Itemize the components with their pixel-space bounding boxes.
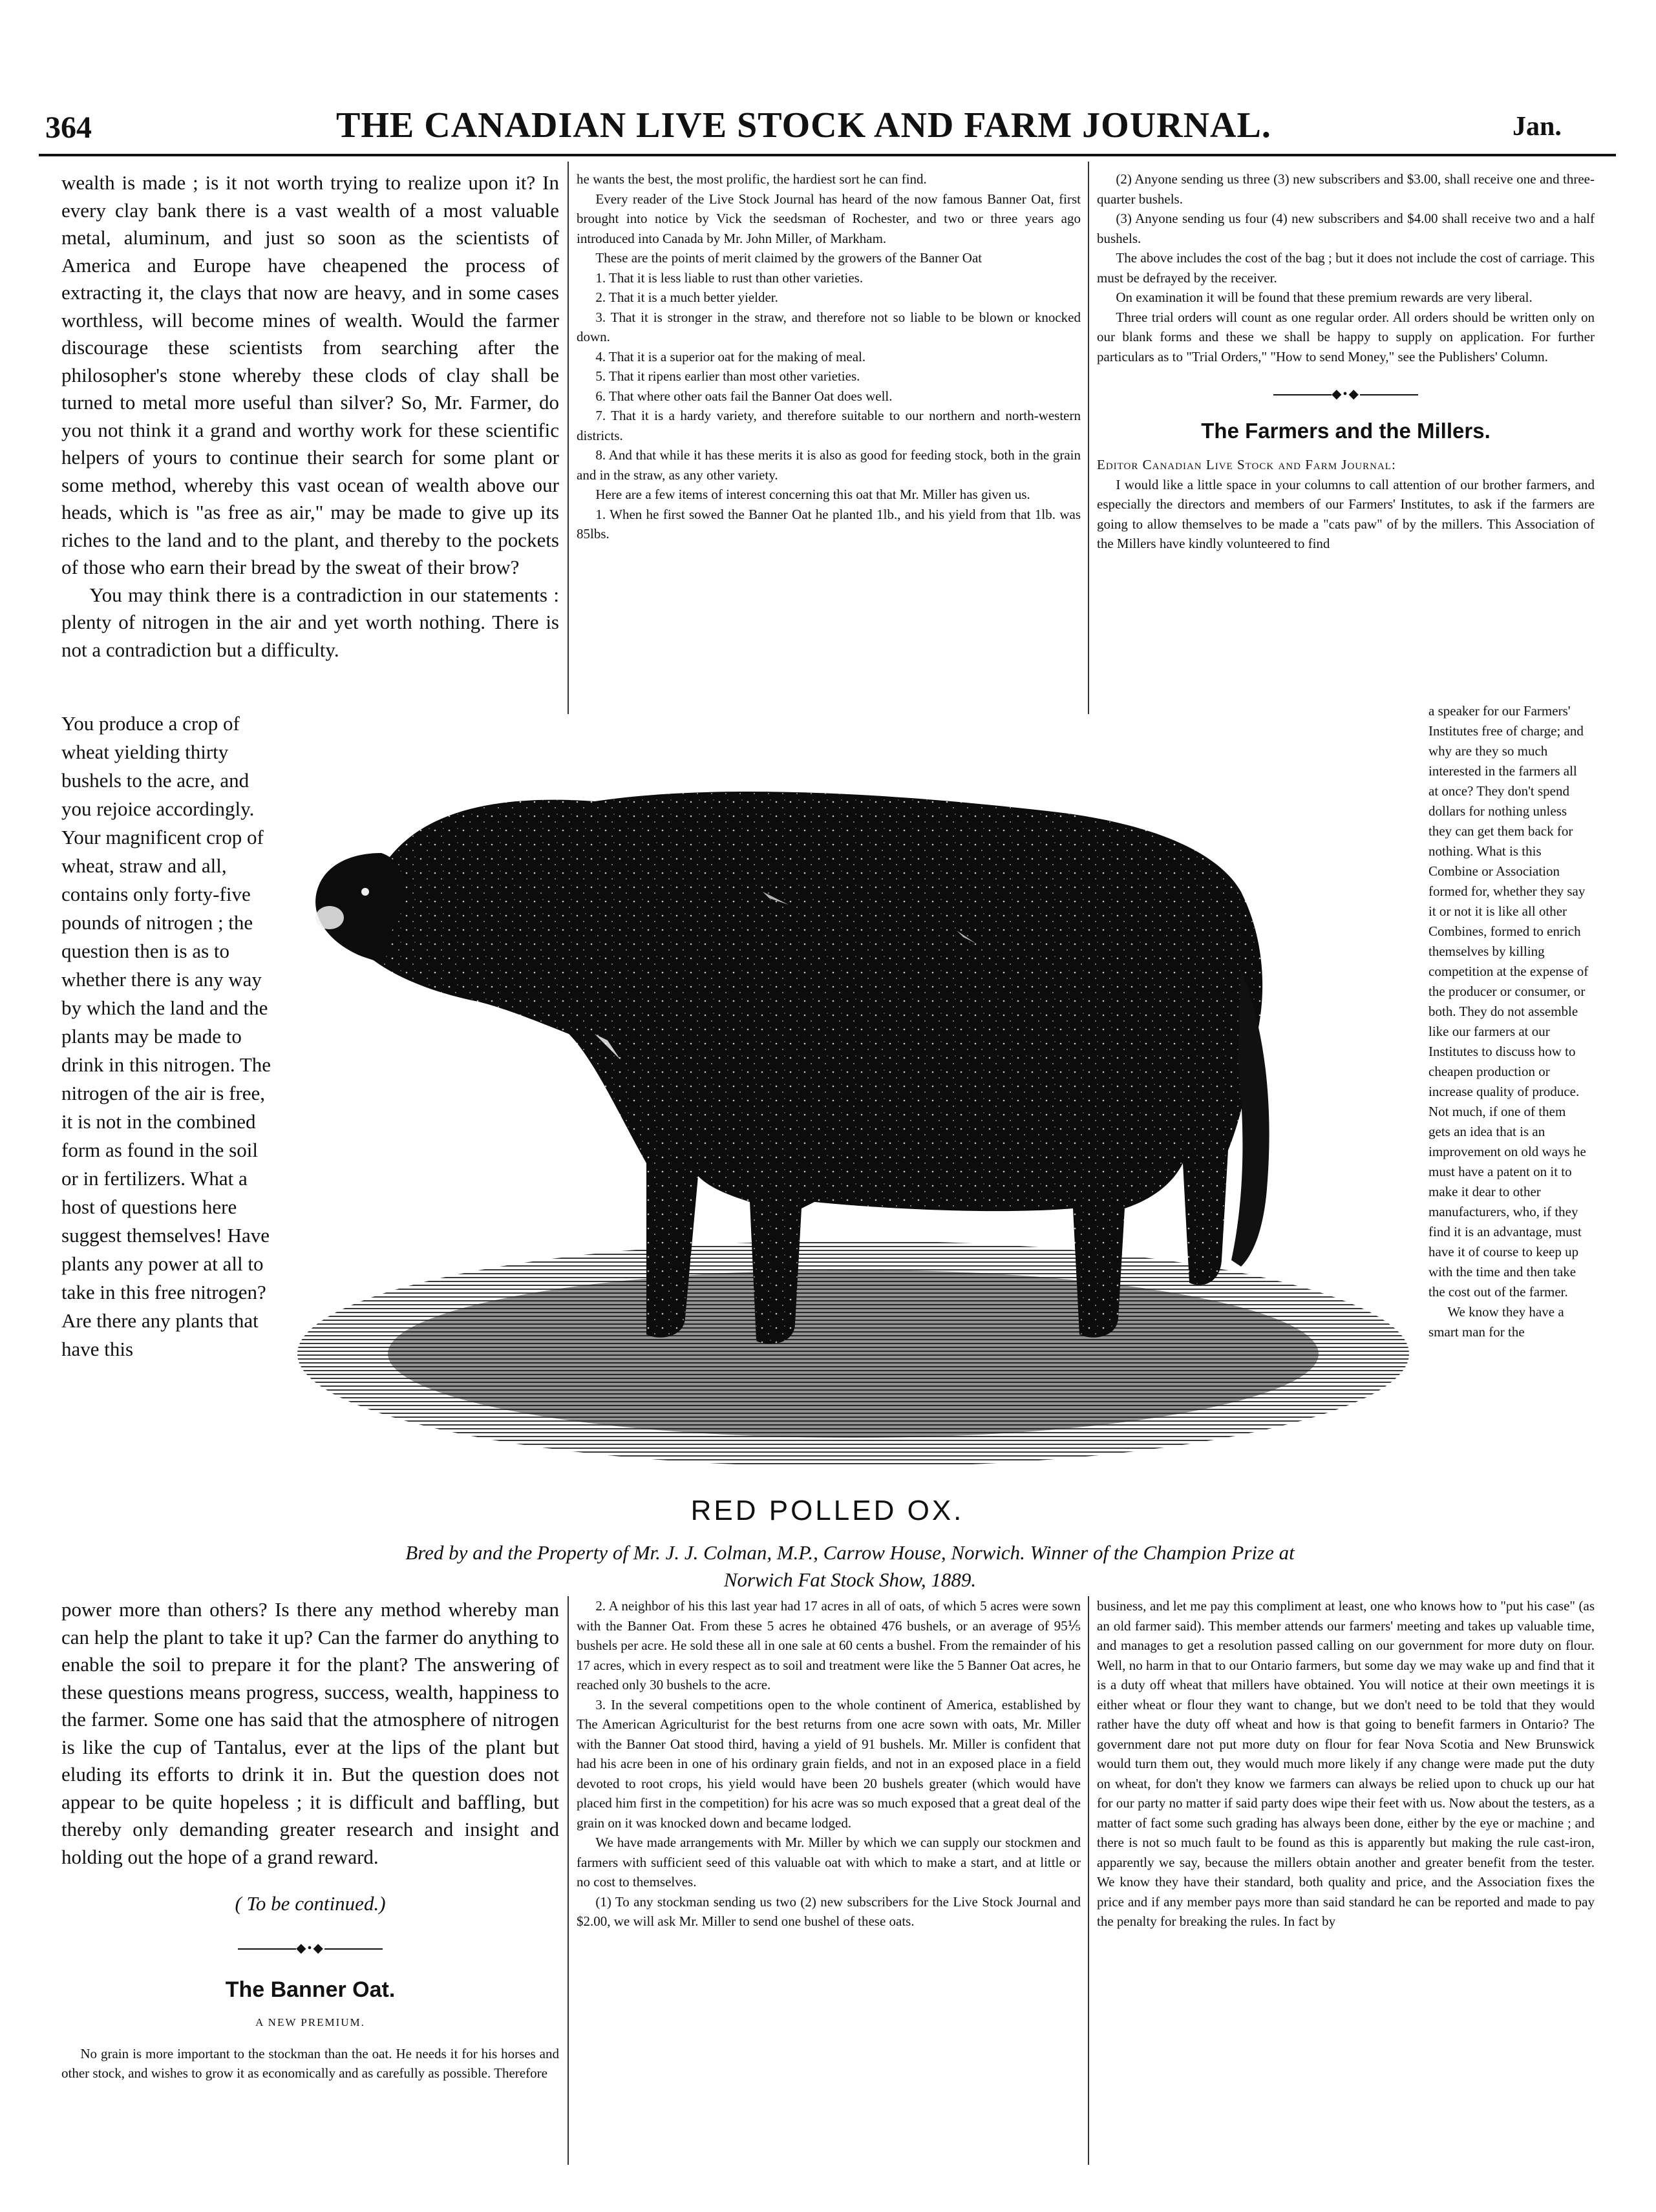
article-banner-oat-premiums: [1097, 169, 1595, 554]
merit-item: 8. And that while it has these merits it is also as good for feeding stock, both in the grain and in the straw, as any other variety.: [577, 447, 1081, 483]
header-rule: [39, 154, 1616, 156]
merit-item: 1. That it is less liable to rust than other varieties.: [595, 269, 864, 286]
merit-item: 2. That it is a much better yielder.: [595, 290, 778, 305]
ox-illustration: [233, 698, 1422, 1499]
paragraph: I would like a little space in your columns to call attention of our brother farmers, and especially the directors and members of our Farmers' Institutes, to ask if the farmers are going to allow themselves to be made a "cats paw" of by the millers. This Association of the Millers have kindly volunteered to find: [1097, 476, 1595, 551]
paragraph: You may think there is a contradiction in our statements : plenty of nitrogen in the air and yet worth nothing. There is not a contradiction but a difficulty.: [61, 583, 559, 661]
banner-oat-subheading: A NEW PREMIUM.: [255, 2016, 365, 2028]
merit-item: 3. That it is stronger in the straw, and therefore not so liable to be blown or knocked down.: [577, 309, 1081, 344]
paragraph: The above includes the cost of the bag ; but it does not include the cost of carriage. This must be defrayed by the receiver.: [1097, 250, 1595, 286]
article-nitrogen-continued: [61, 169, 559, 664]
paragraph: We have made arrangements with Mr. Miller by which we can supply our stockmen and farmers with sufficient seed of this valuable oat with which to make a start, and at little or no cost to themselves.: [577, 1835, 1081, 1890]
paragraph: (1) To any stockman sending us two (2) new subscribers for the Live Stock Journal and $2.00, we will ask Mr. Miller to send one bushel of these oats.: [577, 1893, 1081, 1929]
paragraph: (2) Anyone sending us three (3) new subscribers and $3.00, shall receive one and three-quarter bushels.: [1097, 171, 1595, 207]
column-rule: [568, 162, 569, 714]
paragraph: We know they have a smart man for the: [1428, 1304, 1564, 1340]
paragraph: a speaker for our Farmers' Institutes free of charge; and why are they so much interested in the farmers all at once? They don't spend dollars for nothing unless they can get them back for nothing. What is this Combine or Association formed for, whether they say it or not it is like all other Combines, formed to enrich themselves by killing competition at the expense of the producer or consumer, or both. They do not assemble like our farmers at our Institutes to discuss how to cheapen production or increase quality of produce. Not much, if one of them gets an idea that is an improvement on old ways he must have a patent on it to make it dear to other manufacturers, who, if they find it is an advantage, must have it of course to keep up with the time and then take the cost out of the farmer.: [1428, 703, 1589, 1300]
letter-salutation: Editor Canadian Live Stock and Farm Journal:: [1097, 457, 1396, 472]
paragraph: 3. In the several competitions open to the whole continent of America, established by The American Agriculturist for the best returns from one acre sown with oats, Mr. Miller with the Banner Oat stood third, having a yield of 91 bushels. Mr. Miller is confident that had his acre been in one of his ordinary grain fields, and not in an exposed place in a field devoted to root crops, his yield would have been 20 bushels greater (which would have placed him first in the competition) for his acre was so much exposed that a great deal of the grain on it was knocked down and became lodged.: [577, 1696, 1081, 1831]
figure-credit-line: Bred by and the Property of Mr. J. J. Colman, M.P., Carrow House, Norwich. Winner of the Champion Prize at: [405, 1541, 1295, 1564]
paragraph: 1. When he first sowed the Banner Oat he planted 1lb., and his yield from that 1lb. was 85lbs.: [577, 506, 1081, 542]
paragraph: These are the points of merit claimed by the growers of the Banner Oat: [595, 250, 982, 266]
wrap-text-right: [1428, 701, 1589, 1342]
paragraph: (3) Anyone sending us four (4) new subscribers and $4.00 shall receive two and a half bushels.: [1097, 211, 1595, 246]
paragraph: Three trial orders will count as one regular order. All orders should be written only on our blank forms and these we shall be happy to supply on application. For further particulars as to "Trial Orders," "How to send Money," see the Publishers' Column.: [1097, 309, 1595, 364]
to-be-continued: ( To be continued.): [235, 1892, 386, 1915]
merit-item: 7. That it is a hardy variety, and therefore suitable to our northern and north-western districts.: [577, 408, 1081, 443]
paragraph: No grain is more important to the stockman than the oat. He needs it for his horses and other stock, and wishes to grow it as economically and as carefully as possible. Therefore: [61, 2046, 559, 2081]
page-number: 364: [45, 111, 92, 145]
section-ornament: ◆•◆: [61, 1935, 559, 1963]
journal-title: THE CANADIAN LIVE STOCK AND FARM JOURNAL.: [336, 105, 1271, 145]
paragraph: 2. A neighbor of his this last year had 17 acres in all of oats, of which 5 acres were sown with the Banner Oat. From these 5 acres he obtained 476 bushels, or an average of 95⅕ bushels per acre. He sold these all in one sale at 60 cents a bushel. From the remainder of his 17 acres, which in every respect as to soil and treatment were like the 5 Banner Oat acres, he reached only 30 bushels to the acre.: [577, 1598, 1081, 1692]
paragraph: Every reader of the Live Stock Journal has heard of the now famous Banner Oat, first brought into notice by Vick the seedsman of Rochester, and two or three years ago introduced into Canada by Mr. John Miller, of Markham.: [577, 191, 1081, 246]
issue-month: Jan.: [1513, 112, 1562, 142]
article-nitrogen-end: [61, 1596, 559, 2083]
farmers-millers-heading: The Farmers and the Millers.: [1201, 418, 1491, 443]
paragraph: On examination it will be found that these premium rewards are very liberal.: [1116, 290, 1533, 305]
figure-caption: RED POLLED OX.: [690, 1495, 964, 1526]
article-banner-oat: [577, 169, 1081, 544]
merit-item: 4. That it is a superior oat for the making of meal.: [595, 348, 866, 364]
column-rule: [1088, 1596, 1089, 2165]
paragraph: business, and let me pay this compliment at least, one who knows how to "put his case" (as an old farmer said). This member attends our farmers' meeting and takes up valuable time, and manages to get a resolution passed calling on our government for more duty on flour. Well, no harm in that to our Ontario farmers, but some day we may wake up and find that it is a duty off wheat that millers have obtained. You will notice at their own meetings it is either wheat or flour they want to change, but we don't need to be told that they would rather have the duty off wheat and how is that going to benefit farmers in Ontario? The government dare not put more duty on flour for fear Nova Scotia and New Brunswick would turn them out, they would much more likely if any change were made put the duty on wheat, for don't they know we farmers can always be relied upon to chuck up our hat for our party no matter if said party does wipe their feet with us. Now about the testers, as a matter of fact some such grading has always been done, either by the eye or machine ; and there is not so much fault to be found as this is apparently but making the rule cast-iron, apparently we say, because the millers obtain another and greater benefit from the tester. We know they have their standard, both quality and price, and the Association fixes the price and if any member pays more than said standard he can be reported and made to pay the penalty for breaking the rules. In fact by: [1097, 1598, 1595, 1929]
paragraph: wealth is made ; is it not worth trying to realize upon it? In every clay bank there is a vast wealth of a most valuable metal, aluminum, and just so soon as the scientists of America and Europe have cheapened the process of extracting it, the clays that now are heavy, and in some cases worthless, will become mines of wealth. Would the farmer discourage these scientists from searching after the philosopher's stone whereby these clods of clay shall be turned to metal more useful than silver? So, Mr. Farmer, do you not think it a grand and worthy work for these scientific helpers of yours to continue their search for some plant or some method, whereby this vast ocean of wealth above our heads, which is "as free as air," may be made to give up its riches to the land and to the plant, and thereby to the pockets of those who earn their bread by the sweat of their brow?: [61, 171, 559, 578]
wrap-text-left: You produce a crop of wheat yielding thirty bushels to the acre, and you rejoice accordingly. Your magnificent crop of wheat, straw and all, contains only forty-five pounds of nitrogen ; the question then is as to whether there is any way by which the land and the plants may be made to drink in this nitrogen. The nitrogen of the air is free, it is not in the combined form as found in the soil or in fertilizers. What a host of questions here suggest themselves! Have plants any power at all to take in this free nitrogen? Are there any plants that have this: [61, 712, 271, 1360]
paragraph: power more than others? Is there any method whereby man can help the plant to take it up? Can the farmer do anything to enable the soil to prepare it for the plant? The answering of these questions means progress, success, wealth, happiness to the farmer. Some one has said that the atmosphere of nitrogen is like the cup of Tantalus, ever at the lips of the plant but eluding its efforts to drink it in. But the question does not appear to be quite hopeless ; it is difficult and baffling, but thereby only demanding greater research and insight and holding out the hope of a grand reward.: [61, 1598, 559, 1868]
column-rule: [1088, 162, 1089, 714]
figure-credit: [259, 1539, 1441, 1594]
paragraph: he wants the best, the most prolific, the hardiest sort he can find.: [577, 171, 927, 187]
paragraph: Here are a few items of interest concerning this oat that Mr. Miller has given us.: [595, 487, 1030, 502]
section-ornament: ◆•◆: [1097, 384, 1595, 405]
merit-item: 5. That it ripens earlier than most other varieties.: [595, 368, 860, 384]
banner-oat-heading: The Banner Oat.: [225, 1977, 396, 2002]
column-rule: [568, 1596, 569, 2165]
article-farmers-millers-continued: [1097, 1596, 1595, 1932]
figure-credit-line: Norwich Fat Stock Show, 1889.: [723, 1568, 977, 1591]
article-banner-oat-continued: [577, 1596, 1081, 1932]
merit-item: 6. That where other oats fail the Banner Oat does well.: [595, 388, 893, 404]
